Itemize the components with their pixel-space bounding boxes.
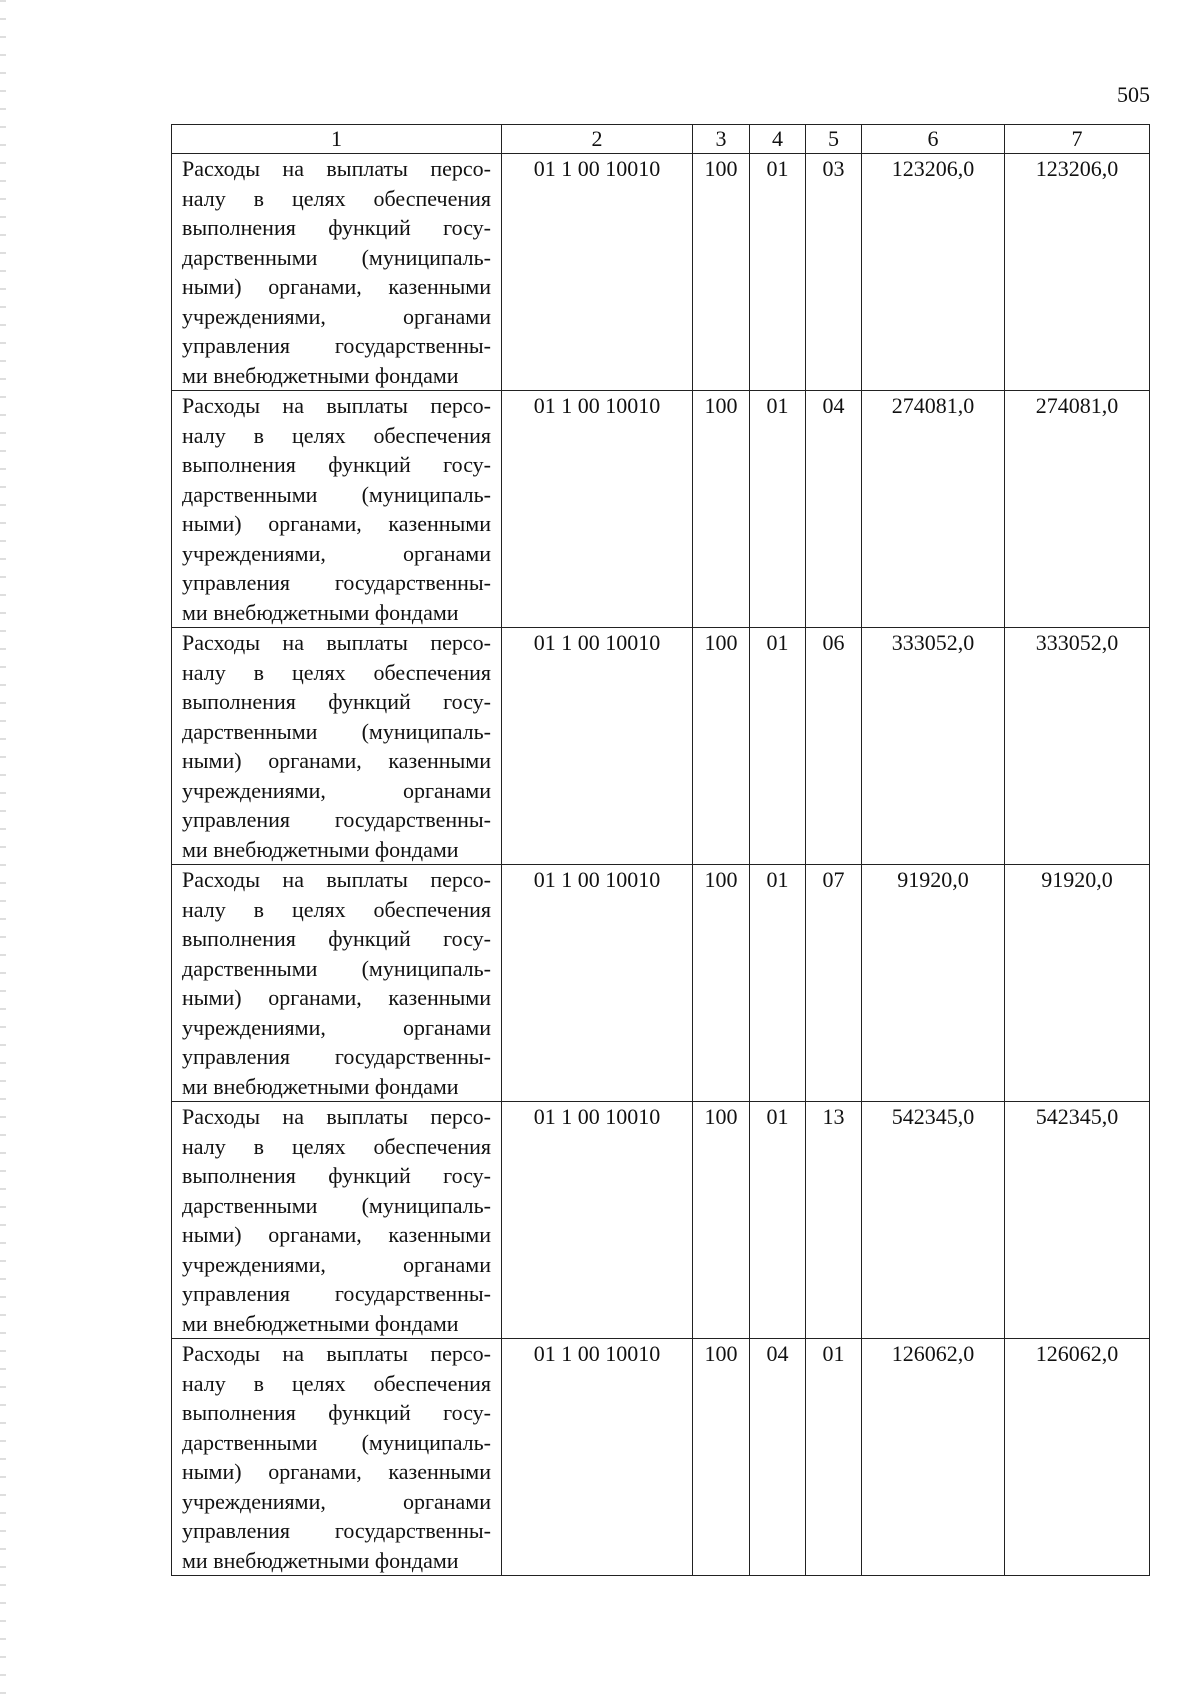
expense-description-cell — [172, 154, 502, 391]
amount-col-6-cell: 123206,0 — [862, 154, 1005, 391]
amount-col-6-cell: 333052,0 — [862, 628, 1005, 865]
description-line: Расходы на выплаты персо- — [182, 156, 491, 181]
description-line: Расходы на выплаты персо- — [182, 393, 491, 418]
table-body — [172, 154, 1150, 1576]
table-row — [172, 154, 1150, 391]
header-col-3: 3 — [693, 125, 750, 154]
header-col-5: 5 — [806, 125, 862, 154]
expense-type-cell: 100 — [693, 391, 750, 628]
section-cell: 01 — [750, 1102, 806, 1339]
description-line: ми внебюджетными фондами — [182, 836, 459, 862]
subsection-cell: 01 — [806, 1339, 862, 1576]
description-line: выполнения функций госу- — [182, 926, 491, 951]
description-line: ными) органами, казенными — [182, 511, 491, 536]
section-cell: 04 — [750, 1339, 806, 1576]
description-line: налу в целях обеспечения — [182, 659, 491, 685]
description-line: выполнения функций госу- — [182, 689, 491, 714]
expense-type-cell: 100 — [693, 865, 750, 1102]
table-row — [172, 391, 1150, 628]
description-line: ми внебюджетными фондами — [182, 1073, 459, 1099]
description-line: дарственными (муниципаль- — [182, 718, 491, 744]
amount-col-6-cell: 91920,0 — [862, 865, 1005, 1102]
description-line: ными) органами, казенными — [182, 985, 491, 1010]
header-col-7: 7 — [1005, 125, 1150, 154]
expense-description-cell — [172, 1339, 502, 1576]
description-line: учреждениями, органами — [182, 540, 491, 566]
subsection-cell: 03 — [806, 154, 862, 391]
target-article-code-cell: 01 1 00 10010 — [502, 391, 693, 628]
description-line: дарственными (муниципаль- — [182, 481, 491, 507]
amount-col-7-cell: 542345,0 — [1005, 1102, 1150, 1339]
expense-description-cell — [172, 628, 502, 865]
amount-col-7-cell: 123206,0 — [1005, 154, 1150, 391]
amount-col-6-cell: 542345,0 — [862, 1102, 1005, 1339]
description-line: ми внебюджетными фондами — [182, 1547, 459, 1573]
description-line: дарственными (муниципаль- — [182, 1429, 491, 1455]
budget-table — [171, 124, 1150, 1576]
description-line: налу в целях обеспечения — [182, 896, 491, 922]
target-article-code-cell: 01 1 00 10010 — [502, 1102, 693, 1339]
description-line: дарственными (муниципаль- — [182, 244, 491, 270]
table-row — [172, 1102, 1150, 1339]
description-line: дарственными (муниципаль- — [182, 955, 491, 981]
amount-col-7-cell: 333052,0 — [1005, 628, 1150, 865]
description-line: управления государственны- — [182, 807, 491, 832]
header-col-6: 6 — [862, 125, 1005, 154]
description-line: выполнения функций госу- — [182, 1400, 491, 1425]
description-line: налу в целях обеспечения — [182, 185, 491, 211]
table-row — [172, 865, 1150, 1102]
subsection-cell: 06 — [806, 628, 862, 865]
description-line: дарственными (муниципаль- — [182, 1192, 491, 1218]
description-line: ми внебюджетными фондами — [182, 362, 459, 388]
description-line: управления государственны- — [182, 1518, 491, 1543]
description-line: Расходы на выплаты персо- — [182, 630, 491, 655]
header-col-4: 4 — [750, 125, 806, 154]
table-row — [172, 628, 1150, 865]
description-line: ными) органами, казенными — [182, 748, 491, 773]
subsection-cell: 13 — [806, 1102, 862, 1339]
header-col-2: 2 — [502, 125, 693, 154]
subsection-cell: 04 — [806, 391, 862, 628]
description-line: ными) органами, казенными — [182, 274, 491, 299]
description-line: учреждениями, органами — [182, 303, 491, 329]
section-cell: 01 — [750, 628, 806, 865]
description-line: налу в целях обеспечения — [182, 422, 491, 448]
expense-type-cell: 100 — [693, 628, 750, 865]
amount-col-7-cell: 274081,0 — [1005, 391, 1150, 628]
expense-description-cell — [172, 865, 502, 1102]
amount-col-7-cell: 126062,0 — [1005, 1339, 1150, 1576]
description-line: ными) органами, казенными — [182, 1459, 491, 1484]
target-article-code-cell: 01 1 00 10010 — [502, 865, 693, 1102]
description-line: управления государственны- — [182, 1044, 491, 1069]
description-line: управления государственны- — [182, 570, 491, 595]
description-line: учреждениями, органами — [182, 1014, 491, 1040]
expense-type-cell: 100 — [693, 1339, 750, 1576]
description-line: управления государственны- — [182, 1281, 491, 1306]
description-line: управления государственны- — [182, 333, 491, 358]
description-line: налу в целях обеспечения — [182, 1133, 491, 1159]
description-line: учреждениями, органами — [182, 1251, 491, 1277]
page-number: 505 — [1117, 82, 1150, 107]
description-line: выполнения функций госу- — [182, 1163, 491, 1188]
table-header-row — [172, 125, 1150, 154]
description-line: ными) органами, казенными — [182, 1222, 491, 1247]
expense-description-cell — [172, 391, 502, 628]
subsection-cell: 07 — [806, 865, 862, 1102]
section-cell: 01 — [750, 391, 806, 628]
amount-col-6-cell: 126062,0 — [862, 1339, 1005, 1576]
expense-type-cell: 100 — [693, 1102, 750, 1339]
description-line: Расходы на выплаты персо- — [182, 1341, 491, 1366]
description-line: выполнения функций госу- — [182, 452, 491, 477]
description-line: ми внебюджетными фондами — [182, 599, 459, 625]
section-cell: 01 — [750, 865, 806, 1102]
expense-type-cell: 100 — [693, 154, 750, 391]
expense-description-cell — [172, 1102, 502, 1339]
description-line: Расходы на выплаты персо- — [182, 867, 491, 892]
target-article-code-cell: 01 1 00 10010 — [502, 1339, 693, 1576]
description-line: учреждениями, органами — [182, 777, 491, 803]
amount-col-7-cell: 91920,0 — [1005, 865, 1150, 1102]
scan-margin-artifact — [0, 0, 6, 1697]
amount-col-6-cell: 274081,0 — [862, 391, 1005, 628]
description-line: учреждениями, органами — [182, 1488, 491, 1514]
table-row — [172, 1339, 1150, 1576]
target-article-code-cell: 01 1 00 10010 — [502, 154, 693, 391]
description-line: налу в целях обеспечения — [182, 1370, 491, 1396]
target-article-code-cell: 01 1 00 10010 — [502, 628, 693, 865]
section-cell: 01 — [750, 154, 806, 391]
description-line: Расходы на выплаты персо- — [182, 1104, 491, 1129]
description-line: ми внебюджетными фондами — [182, 1310, 459, 1336]
header-col-1: 1 — [172, 125, 502, 154]
description-line: выполнения функций госу- — [182, 215, 491, 240]
